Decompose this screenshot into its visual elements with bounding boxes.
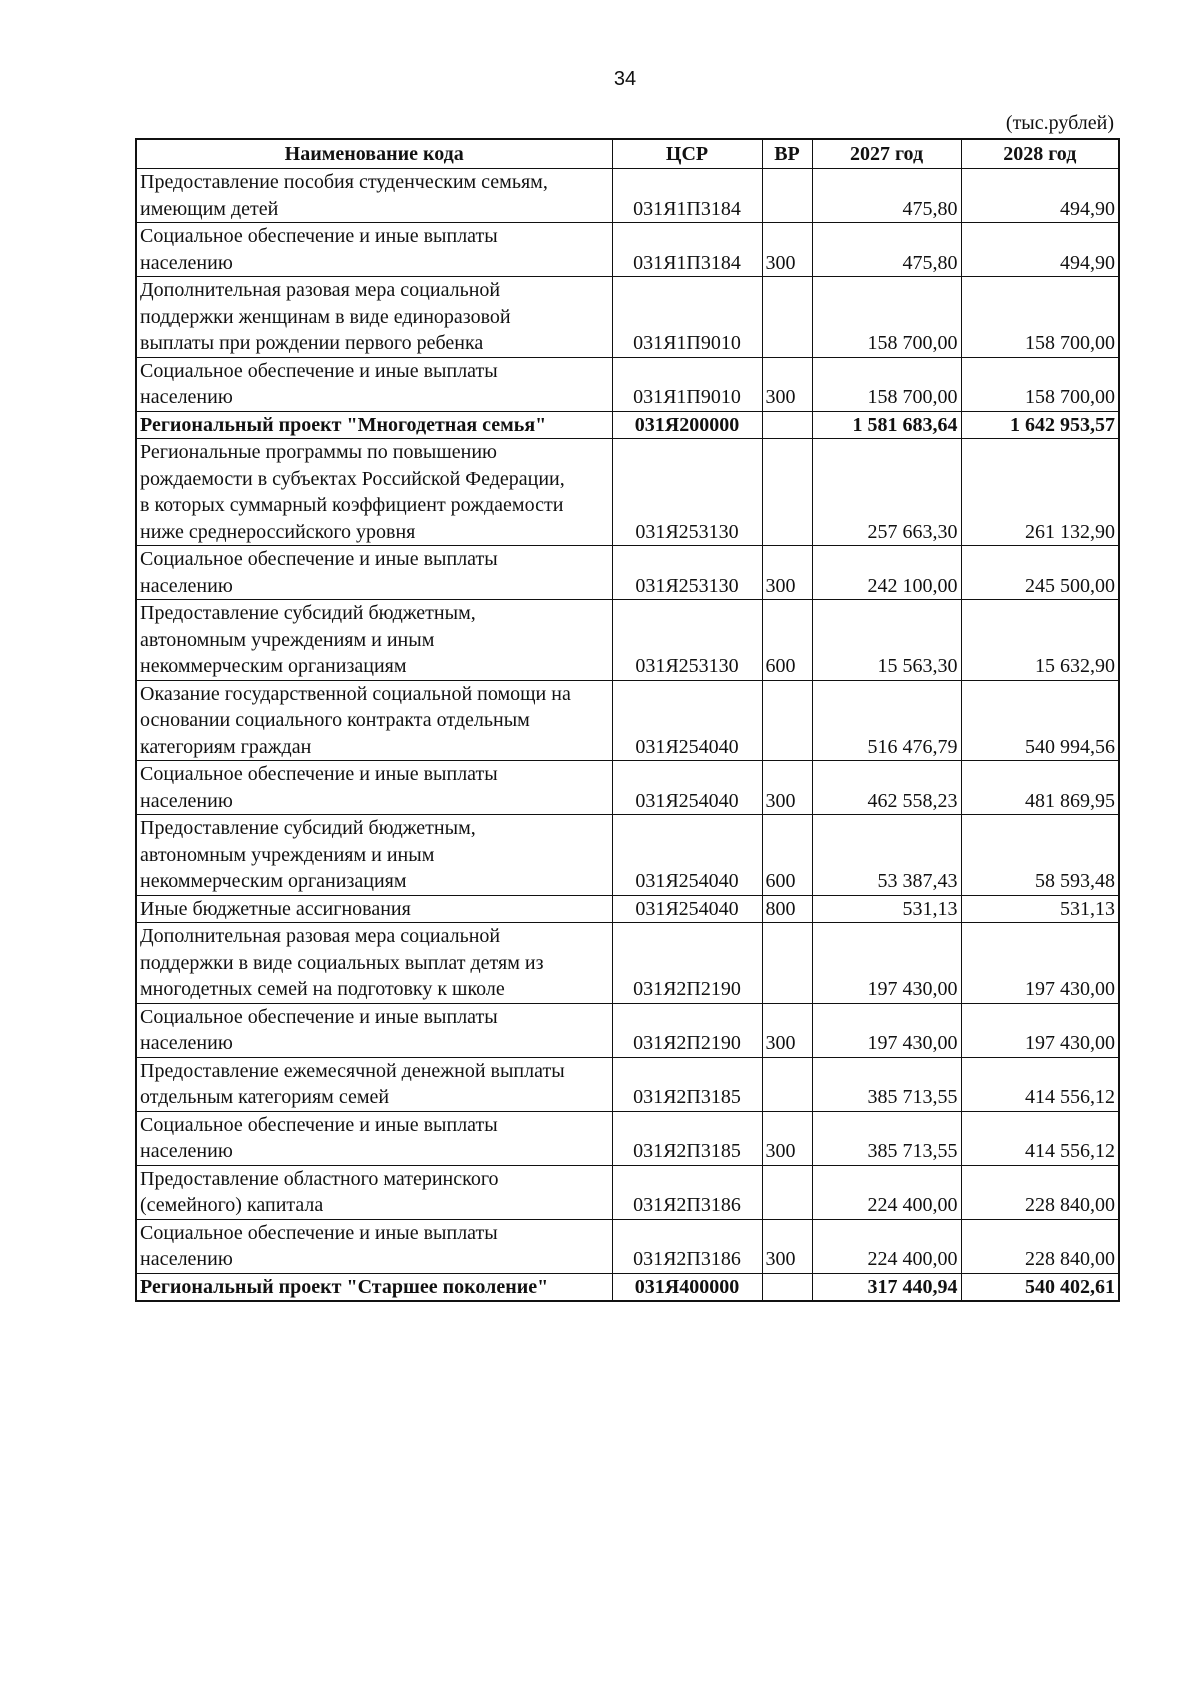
row-2028-cell: 245 500,00	[961, 546, 1119, 600]
row-name-cell: Предоставление субсидий бюджетным, автономным учреждениям и иным некоммерческим организациям	[136, 815, 612, 896]
row-2027-cell: 462 558,23	[812, 761, 961, 815]
row-csr-cell: 031Я254040	[612, 815, 762, 896]
table-row	[136, 761, 1119, 815]
row-2027-cell: 531,13	[812, 895, 961, 923]
table-row	[136, 411, 1119, 439]
row-vr-cell	[762, 1165, 812, 1219]
table-row	[136, 1057, 1119, 1111]
table-row	[136, 1219, 1119, 1273]
row-2027-cell: 385 713,55	[812, 1057, 961, 1111]
table-row	[136, 680, 1119, 761]
row-2027-cell: 1 581 683,64	[812, 411, 961, 439]
units-label: (тыс.рублей)	[1005, 112, 1114, 134]
row-2027-cell: 53 387,43	[812, 815, 961, 896]
row-csr-cell: 031Я1П9010	[612, 277, 762, 358]
table-row	[136, 815, 1119, 896]
row-vr-cell: 300	[762, 546, 812, 600]
row-name-cell: Предоставление ежемесячной денежной выплаты отдельным категориям семей	[136, 1057, 612, 1111]
row-name-cell: Предоставление областного материнского (семейного) капитала	[136, 1165, 612, 1219]
row-vr-cell	[762, 923, 812, 1004]
table-header-row	[136, 139, 1119, 169]
row-2027-cell: 242 100,00	[812, 546, 961, 600]
row-vr-cell: 300	[762, 1111, 812, 1165]
table-row	[136, 1111, 1119, 1165]
row-name-cell: Социальное обеспечение и иные выплаты населению	[136, 546, 612, 600]
row-name-cell: Предоставление субсидий бюджетным, автономным учреждениям и иным некоммерческим организациям	[136, 600, 612, 681]
row-2027-cell: 385 713,55	[812, 1111, 961, 1165]
row-csr-cell: 031Я2П3186	[612, 1219, 762, 1273]
row-2028-cell: 197 430,00	[961, 1003, 1119, 1057]
table-row	[136, 1003, 1119, 1057]
row-vr-cell	[762, 169, 812, 223]
row-2028-cell: 228 840,00	[961, 1219, 1119, 1273]
row-2027-cell: 224 400,00	[812, 1165, 961, 1219]
row-2028-cell: 158 700,00	[961, 357, 1119, 411]
row-vr-cell: 800	[762, 895, 812, 923]
row-csr-cell: 031Я254040	[612, 680, 762, 761]
row-vr-cell	[762, 277, 812, 358]
row-name-cell: Дополнительная разовая мера социальной поддержки в виде социальных выплат детям из многодетных семей на подготовку к школе	[136, 923, 612, 1004]
row-2027-cell: 516 476,79	[812, 680, 961, 761]
row-csr-cell: 031Я254040	[612, 761, 762, 815]
row-name-cell: Региональный проект "Многодетная семья"	[136, 411, 612, 439]
row-name-cell: Оказание государственной социальной помощи на основании социального контракта отдельным категориям граждан	[136, 680, 612, 761]
budget-table	[135, 138, 1120, 1302]
row-2028-cell: 540 994,56	[961, 680, 1119, 761]
row-2028-cell: 158 700,00	[961, 277, 1119, 358]
header-csr: ЦСР	[612, 139, 762, 169]
row-2028-cell: 481 869,95	[961, 761, 1119, 815]
row-2028-cell: 1 642 953,57	[961, 411, 1119, 439]
row-csr-cell: 031Я2П3186	[612, 1165, 762, 1219]
row-2028-cell: 414 556,12	[961, 1111, 1119, 1165]
row-name-cell: Предоставление пособия студенческим семьям, имеющим детей	[136, 169, 612, 223]
row-name-cell: Региональный проект "Старшее поколение"	[136, 1273, 612, 1301]
row-vr-cell: 300	[762, 223, 812, 277]
row-csr-cell: 031Я253130	[612, 546, 762, 600]
row-2027-cell: 257 663,30	[812, 439, 961, 546]
row-vr-cell: 300	[762, 357, 812, 411]
table-row	[136, 546, 1119, 600]
row-vr-cell: 300	[762, 1219, 812, 1273]
row-name-cell: Региональные программы по повышению рождаемости в субъектах Российской Федерации, в которых суммарный коэффициент рождаемости ниже среднероссийского уровня	[136, 439, 612, 546]
table-row	[136, 1165, 1119, 1219]
table-row	[136, 439, 1119, 546]
row-2028-cell: 494,90	[961, 169, 1119, 223]
row-csr-cell: 031Я1П9010	[612, 357, 762, 411]
row-2028-cell: 15 632,90	[961, 600, 1119, 681]
row-csr-cell: 031Я1П3184	[612, 169, 762, 223]
row-2028-cell: 58 593,48	[961, 815, 1119, 896]
row-csr-cell: 031Я253130	[612, 439, 762, 546]
row-2028-cell: 197 430,00	[961, 923, 1119, 1004]
table-row	[136, 923, 1119, 1004]
row-vr-cell	[762, 439, 812, 546]
row-2027-cell: 158 700,00	[812, 357, 961, 411]
row-csr-cell: 031Я2П2190	[612, 1003, 762, 1057]
row-csr-cell: 031Я253130	[612, 600, 762, 681]
row-vr-cell: 600	[762, 815, 812, 896]
table-row	[136, 169, 1119, 223]
row-name-cell: Социальное обеспечение и иные выплаты населению	[136, 1111, 612, 1165]
row-2027-cell: 158 700,00	[812, 277, 961, 358]
row-2028-cell: 261 132,90	[961, 439, 1119, 546]
row-vr-cell	[762, 680, 812, 761]
row-2028-cell: 540 402,61	[961, 1273, 1119, 1301]
row-name-cell: Иные бюджетные ассигнования	[136, 895, 612, 923]
row-2027-cell: 317 440,94	[812, 1273, 961, 1301]
row-2027-cell: 197 430,00	[812, 1003, 961, 1057]
row-2027-cell: 224 400,00	[812, 1219, 961, 1273]
page-number: 34	[613, 68, 637, 90]
row-2027-cell: 475,80	[812, 169, 961, 223]
row-name-cell: Дополнительная разовая мера социальной поддержки женщинам в виде единоразовой выплаты при рождении первого ребенка	[136, 277, 612, 358]
header-vr: ВР	[762, 139, 812, 169]
row-vr-cell: 300	[762, 761, 812, 815]
row-2028-cell: 414 556,12	[961, 1057, 1119, 1111]
table-row	[136, 223, 1119, 277]
row-2028-cell: 228 840,00	[961, 1165, 1119, 1219]
row-2028-cell: 494,90	[961, 223, 1119, 277]
row-csr-cell: 031Я254040	[612, 895, 762, 923]
row-csr-cell: 031Я2П2190	[612, 923, 762, 1004]
row-vr-cell	[762, 1273, 812, 1301]
row-2027-cell: 15 563,30	[812, 600, 961, 681]
table-row	[136, 277, 1119, 358]
table-row	[136, 600, 1119, 681]
table-row	[136, 895, 1119, 923]
row-2027-cell: 475,80	[812, 223, 961, 277]
row-vr-cell	[762, 411, 812, 439]
row-vr-cell	[762, 1057, 812, 1111]
table-row	[136, 357, 1119, 411]
row-name-cell: Социальное обеспечение и иные выплаты населению	[136, 1003, 612, 1057]
row-2027-cell: 197 430,00	[812, 923, 961, 1004]
row-vr-cell: 600	[762, 600, 812, 681]
header-name: Наименование кода	[136, 139, 612, 169]
row-2028-cell: 531,13	[961, 895, 1119, 923]
table-row	[136, 1273, 1119, 1301]
row-name-cell: Социальное обеспечение и иные выплаты населению	[136, 223, 612, 277]
row-name-cell: Социальное обеспечение и иные выплаты населению	[136, 1219, 612, 1273]
row-name-cell: Социальное обеспечение и иные выплаты населению	[136, 761, 612, 815]
row-vr-cell: 300	[762, 1003, 812, 1057]
row-csr-cell: 031Я2П3185	[612, 1111, 762, 1165]
row-csr-cell: 031Я400000	[612, 1273, 762, 1301]
row-csr-cell: 031Я200000	[612, 411, 762, 439]
header-2027: 2027 год	[812, 139, 961, 169]
row-csr-cell: 031Я2П3185	[612, 1057, 762, 1111]
row-name-cell: Социальное обеспечение и иные выплаты населению	[136, 357, 612, 411]
row-csr-cell: 031Я1П3184	[612, 223, 762, 277]
header-2028: 2028 год	[961, 139, 1119, 169]
